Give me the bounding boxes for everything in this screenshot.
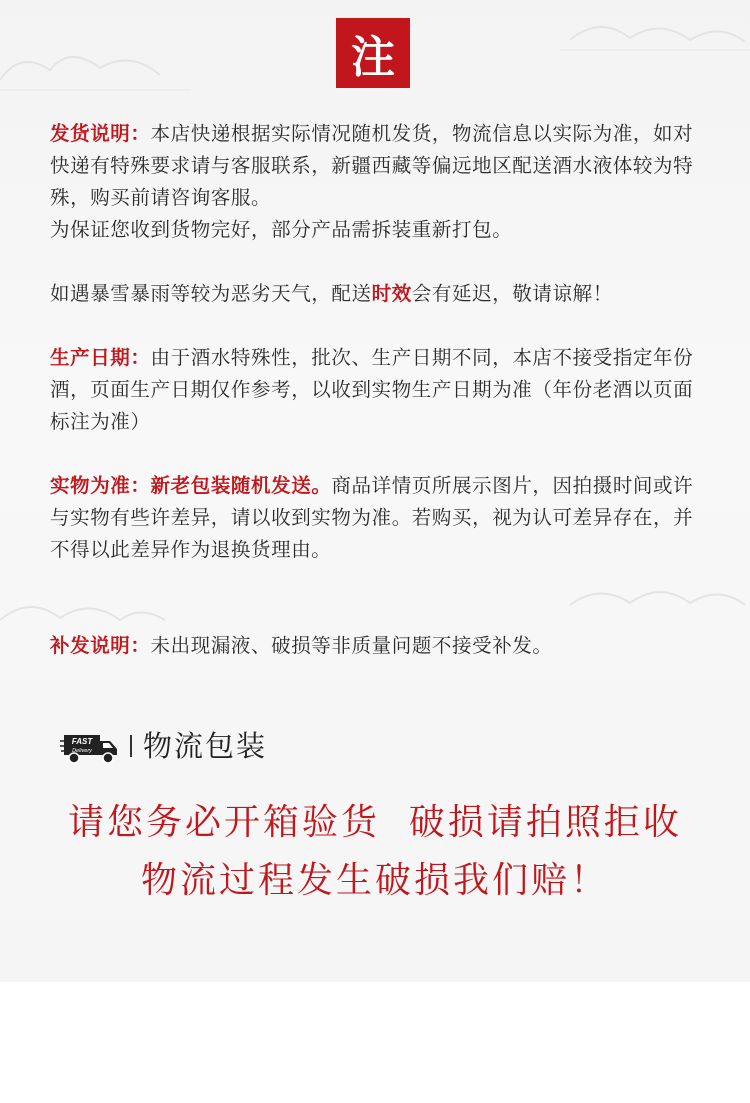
actual-text: 商品详情页所展示图片，因拍摄时间或许与实物有些许差异，请以收到实物为准。若购买，视为认可差异存在，并不得以此差异作为退换货理由。 <box>50 474 694 561</box>
shipping-paragraph <box>50 118 710 246</box>
weather-highlight: 时效 <box>371 282 412 305</box>
logistics-title: 物流包装 <box>143 729 268 763</box>
actual-paragraph <box>50 470 710 566</box>
shipping-label: 发货说明： <box>50 122 151 145</box>
production-paragraph <box>50 342 710 438</box>
actual-label: 实物为准： <box>50 474 151 497</box>
truck-badge-line2: Delivery <box>72 748 92 754</box>
repack-text: 为保证您收到货物完好，部分产品需拆装重新打包。 <box>50 218 513 241</box>
reissue-label: 补发说明： <box>50 634 151 657</box>
notice-seal: 注 <box>336 18 410 88</box>
cloud-pattern-top-right <box>560 10 750 70</box>
warning-line-1: 请您务必开箱验货 破损请拍照拒收 <box>68 802 682 843</box>
weather-paragraph <box>50 278 710 310</box>
warning-line-2: 物流过程发生破损我们赔！ <box>140 860 609 901</box>
production-text: 由于酒水特殊性，批次、生产日期不同，本店不接受指定年份酒，页面生产日期仅作参考，以收到实物生产日期为准（年份老酒以页面标注为准） <box>50 346 694 433</box>
reissue-text: 未出现漏液、破损等非质量问题不接受补发。 <box>150 634 553 657</box>
weather-text-before: 如遇暴雪暴雨等较为恶劣天气，配送 <box>50 282 372 305</box>
truck-badge-line1: FAST <box>71 737 93 746</box>
delivery-truck-icon <box>60 727 120 765</box>
cloud-pattern-mid-right <box>560 575 750 625</box>
title-separator <box>130 735 132 757</box>
shipping-text: 本店快递根据实际情况随机发货，物流信息以实际为准，如对快递有特殊要求请与客服联系，新疆西藏等偏远地区配送酒水液体较为特殊，购买前请咨询客服。 <box>50 122 694 209</box>
production-label: 生产日期： <box>50 346 151 369</box>
actual-highlight: 新老包装随机发送。 <box>150 474 332 497</box>
weather-text-after: 会有延迟，敬请谅解！ <box>411 282 613 305</box>
cloud-pattern-top-left <box>0 40 190 100</box>
reissue-paragraph <box>50 630 710 662</box>
